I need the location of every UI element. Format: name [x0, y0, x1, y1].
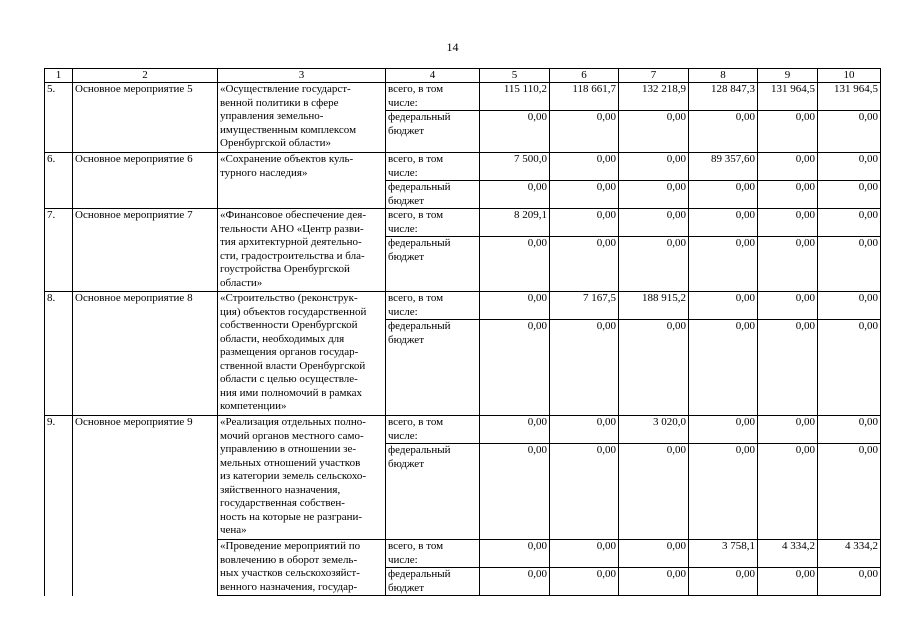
measure-title: Основное мероприятие 9: [73, 416, 218, 596]
value-cell: 0,00: [619, 568, 689, 596]
source-federal: федеральный бюджет: [386, 181, 480, 209]
value-cell: 128 847,3: [689, 83, 758, 111]
value-cell: 188 915,2: [619, 292, 689, 320]
page-number: 14: [446, 40, 459, 54]
value-cell: 0,00: [619, 111, 689, 153]
value-cell: 4 334,2: [818, 540, 881, 568]
value-cell: 4 334,2: [758, 540, 818, 568]
value-cell: 0,00: [619, 209, 689, 237]
row-number: 7.: [45, 209, 73, 292]
value-cell: 0,00: [758, 153, 818, 181]
value-cell: 0,00: [818, 153, 881, 181]
source-federal: федеральный бюджет: [386, 568, 480, 596]
value-cell: 3 758,1: [689, 540, 758, 568]
value-cell: 0,00: [818, 292, 881, 320]
source-total: всего, в том числе:: [386, 83, 480, 111]
value-cell: 0,00: [550, 209, 619, 237]
value-cell: 0,00: [689, 444, 758, 540]
value-cell: 0,00: [758, 292, 818, 320]
value-cell: 0,00: [818, 320, 881, 416]
value-cell: 0,00: [689, 181, 758, 209]
source-total: всего, в том числе:: [386, 153, 480, 181]
value-cell: 0,00: [550, 416, 619, 444]
table-row: [45, 292, 881, 320]
value-cell: 0,00: [758, 568, 818, 596]
table-row: [45, 153, 881, 181]
source-federal: федеральный бюджет: [386, 320, 480, 416]
value-cell: 0,00: [689, 416, 758, 444]
source-federal: федеральный бюджет: [386, 111, 480, 153]
value-cell: 0,00: [758, 237, 818, 292]
value-cell: 0,00: [480, 181, 550, 209]
measure-title: Основное мероприятие 5: [73, 83, 218, 153]
column-header: 2: [73, 69, 218, 83]
column-header: 8: [689, 69, 758, 83]
measure-name: «Реализация отдельных полно- мочий органов местного само- управлению в отношении зе- мельных отношений участков из категории земель сельскохо- зяйственного назначения, государственная собствен- ность на которые не разграни- чена»: [218, 416, 386, 540]
measure-title: Основное мероприятие 7: [73, 209, 218, 292]
value-cell: 0,00: [689, 209, 758, 237]
source-federal: федеральный бюджет: [386, 444, 480, 540]
value-cell: 0,00: [758, 416, 818, 444]
value-cell: 8 209,1: [480, 209, 550, 237]
column-header: 1: [45, 69, 73, 83]
column-header: 9: [758, 69, 818, 83]
value-cell: 132 218,9: [619, 83, 689, 111]
row-number: 8.: [45, 292, 73, 416]
value-cell: 7 500,0: [480, 153, 550, 181]
value-cell: 89 357,60: [689, 153, 758, 181]
value-cell: 3 020,0: [619, 416, 689, 444]
source-total: всего, в том числе:: [386, 540, 480, 568]
value-cell: 0,00: [758, 209, 818, 237]
budget-table: [44, 68, 881, 596]
column-header: 10: [818, 69, 881, 83]
value-cell: 0,00: [758, 111, 818, 153]
value-cell: 7 167,5: [550, 292, 619, 320]
measure-name: «Сохранение объектов куль- турного наследия»: [218, 153, 386, 209]
value-cell: 0,00: [480, 416, 550, 444]
value-cell: 0,00: [480, 444, 550, 540]
value-cell: 0,00: [818, 181, 881, 209]
measure-title: Основное мероприятие 6: [73, 153, 218, 209]
value-cell: 0,00: [619, 444, 689, 540]
value-cell: 0,00: [689, 237, 758, 292]
value-cell: 0,00: [818, 444, 881, 540]
row-number: 9.: [45, 416, 73, 596]
value-cell: 0,00: [689, 568, 758, 596]
column-header: 7: [619, 69, 689, 83]
value-cell: 0,00: [619, 320, 689, 416]
column-number-row: [45, 69, 881, 83]
value-cell: 0,00: [818, 416, 881, 444]
source-total: всего, в том числе:: [386, 209, 480, 237]
measure-name: «Финансовое обеспечение дея- тельности АНО «Центр разви- тия архитектурной деятельно- сти, градостроительства и бла- гоустройства Оренбургской области»: [218, 209, 386, 292]
measure-name: «Проведение мероприятий по вовлечению в оборот земель- ных участков сельскохозяйст- венного назначения, государ-: [218, 540, 386, 596]
table-row: [45, 83, 881, 111]
value-cell: 0,00: [758, 320, 818, 416]
value-cell: 0,00: [480, 540, 550, 568]
column-header: 5: [480, 69, 550, 83]
value-cell: 131 964,5: [758, 83, 818, 111]
value-cell: 131 964,5: [818, 83, 881, 111]
value-cell: 0,00: [758, 181, 818, 209]
row-number: 6.: [45, 153, 73, 209]
measure-name: «Строительство (реконструк- ция) объектов государственной собственности Оренбургской области, необходимых для размещения органов государ- ственной власти Оренбургской области с целью осуществле- ния ими полномочий в рамках компетенции»: [218, 292, 386, 416]
value-cell: 0,00: [550, 540, 619, 568]
value-cell: 0,00: [480, 320, 550, 416]
value-cell: 0,00: [550, 181, 619, 209]
source-total: всего, в том числе:: [386, 416, 480, 444]
value-cell: 115 110,2: [480, 83, 550, 111]
value-cell: 0,00: [818, 111, 881, 153]
value-cell: 0,00: [550, 111, 619, 153]
table-row: [45, 209, 881, 237]
table-row: [45, 416, 881, 444]
value-cell: 0,00: [689, 111, 758, 153]
value-cell: 0,00: [480, 237, 550, 292]
value-cell: 0,00: [550, 568, 619, 596]
value-cell: 0,00: [619, 237, 689, 292]
value-cell: 0,00: [550, 444, 619, 540]
value-cell: 0,00: [550, 153, 619, 181]
value-cell: 0,00: [689, 292, 758, 320]
value-cell: 0,00: [619, 153, 689, 181]
value-cell: 0,00: [550, 320, 619, 416]
value-cell: 0,00: [758, 444, 818, 540]
source-federal: федеральный бюджет: [386, 237, 480, 292]
value-cell: 0,00: [818, 237, 881, 292]
value-cell: 0,00: [480, 292, 550, 320]
value-cell: 0,00: [818, 209, 881, 237]
value-cell: 0,00: [619, 181, 689, 209]
value-cell: 0,00: [818, 568, 881, 596]
value-cell: 0,00: [480, 568, 550, 596]
source-total: всего, в том числе:: [386, 292, 480, 320]
measure-name: «Осуществление государст- венной политики в сфере управления земельно- имущественным комплексом Оренбургской области»: [218, 83, 386, 153]
column-header: 6: [550, 69, 619, 83]
value-cell: 0,00: [480, 111, 550, 153]
value-cell: 0,00: [550, 237, 619, 292]
value-cell: 0,00: [619, 540, 689, 568]
column-header: 3: [218, 69, 386, 83]
column-header: 4: [386, 69, 480, 83]
value-cell: 118 661,7: [550, 83, 619, 111]
measure-title: Основное мероприятие 8: [73, 292, 218, 416]
row-number: 5.: [45, 83, 73, 153]
value-cell: 0,00: [689, 320, 758, 416]
